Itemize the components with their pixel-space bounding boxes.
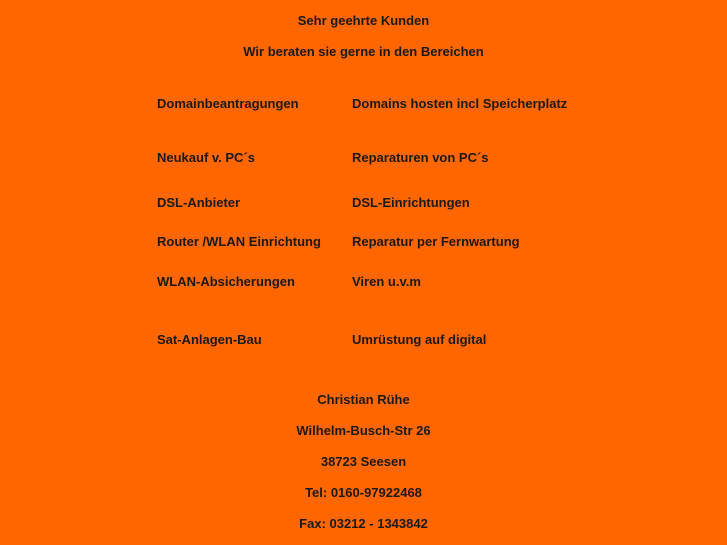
service-pc-purchase: Neukauf v. PC´s xyxy=(157,150,256,165)
contact-fax: Fax: 03212 - 1343842 xyxy=(299,516,428,531)
service-pc-repair: Reparaturen von PC´s xyxy=(352,150,489,165)
contact-phone: Tel: 0160-97922468 xyxy=(305,485,422,500)
service-dsl-setup: DSL-Einrichtungen xyxy=(352,195,470,210)
service-virus-removal: Viren u.v.m xyxy=(352,274,421,289)
service-domain-registration: Domainbeantragungen xyxy=(157,96,299,111)
contact-street: Wilhelm-Busch-Str 26 xyxy=(296,423,431,438)
service-wlan-security: WLAN-Absicherungen xyxy=(157,274,295,289)
greeting-heading: Sehr geehrte Kunden xyxy=(297,13,430,28)
service-satellite-install: Sat-Anlagen-Bau xyxy=(157,332,262,347)
service-remote-repair: Reparatur per Fernwartung xyxy=(352,234,520,249)
service-router-wlan-setup: Router /WLAN Einrichtung xyxy=(157,234,321,249)
intro-text: Wir beraten sie gerne in den Bereichen xyxy=(243,44,484,59)
contact-name: Christian Rühe xyxy=(317,392,410,407)
contact-city: 38723 Seesen xyxy=(320,454,407,469)
service-domain-hosting: Domains hosten incl Speicherplatz xyxy=(352,96,568,111)
service-dsl-provider: DSL-Anbieter xyxy=(157,195,241,210)
service-digital-conversion: Umrüstung auf digital xyxy=(352,332,487,347)
